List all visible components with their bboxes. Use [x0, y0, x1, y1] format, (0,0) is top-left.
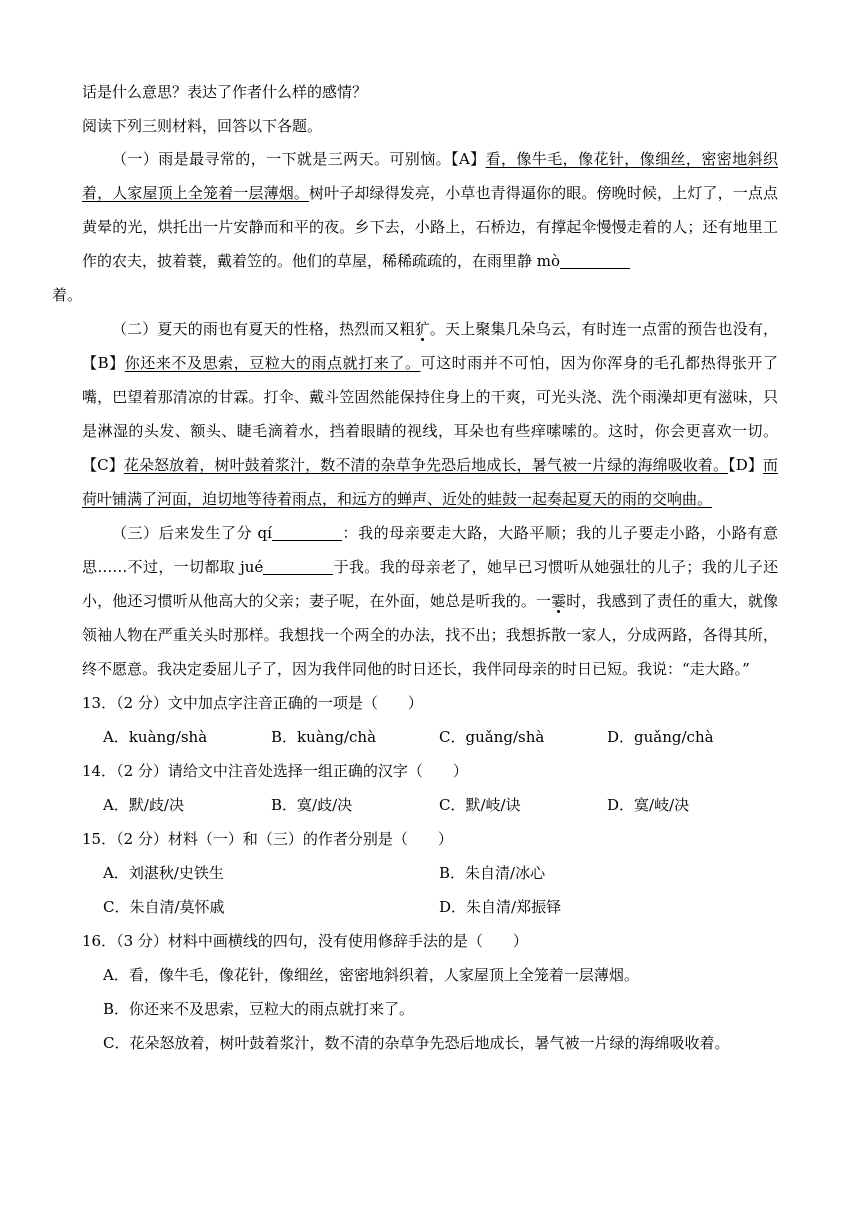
material-3-opening: （三）后来发生了分 qí — [112, 524, 272, 542]
option-b[interactable]: B．你还来不及思索，豆粒大的雨点就打来了。 — [103, 1000, 415, 1018]
pinyin-blank-qi[interactable] — [272, 522, 342, 541]
material-2 — [82, 312, 778, 516]
sentence-d-underlined: 而荷叶铺满了河面，迫切地等待着雨点，和远方的蝉声、近处的蛙鼓一起奏起夏天的雨的交响曲。 — [82, 456, 778, 508]
option-b[interactable]: B．朱自清/冰心 — [439, 864, 546, 882]
option-c[interactable]: C．默/岐/诀 — [439, 796, 521, 814]
material-2-text-1: 。天上聚集几朵乌云，有时连一点雷的预告也没有，【B】 — [82, 320, 778, 372]
question-15: 15．（2 分）材料（一）和（三）的作者分别是（ ） — [82, 830, 453, 848]
option-d[interactable]: D．寞/岐/决 — [607, 796, 690, 814]
option-b[interactable]: B．寞/歧/决 — [271, 796, 353, 814]
option-c[interactable]: C．guǎng/shà — [439, 728, 545, 746]
reading-instruction: 阅读下列三则材料，回答以下各题。 — [82, 117, 323, 135]
question-13: 13．（2 分）文中加点字注音正确的一项是（ ） — [82, 694, 423, 712]
question-15-options-row-2 — [103, 890, 778, 924]
dotted-char-kuang: 犷 — [414, 320, 430, 338]
option-a[interactable]: A．看，像牛毛，像花针，像细丝，密密地斜织着，人家屋顶上全笼着一层薄烟。 — [103, 966, 639, 984]
option-c[interactable]: C．朱自清/莫怀戚 — [103, 898, 225, 916]
question-14: 14．（2 分）请给文中注音处选择一组正确的汉字（ ） — [82, 762, 468, 780]
option-a[interactable]: A．默/歧/决 — [103, 796, 184, 814]
intro-question-tail: 话是什么意思？表达了作者什么样的感情？ — [82, 83, 368, 101]
dotted-char-sha: 霎 — [551, 592, 567, 610]
option-a[interactable]: A．刘湛秋/史铁生 — [103, 864, 224, 882]
sentence-c-underlined: 花朵怒放着，树叶鼓着浆汁，数不清的杂草争先恐后地成长，暑气被一片绿的海绵吸收着。 — [123, 456, 729, 474]
material-2-text-2: 可这时雨并不可怕，因为你浑身的毛孔都热得张开了嘴，巴望着那清凉的甘霖。打伞、戴斗笠固然能保持住身上的干爽，可光头浇、洗个雨澡却更有滋味，只是淋湿的头发、额头、睫毛滴着水，挡着眼睛的视线，耳朵也有些痒嗦嗦的。这时，你会更喜欢一切。【C】 — [82, 354, 778, 474]
option-a[interactable]: A．kuàng/shà — [103, 728, 208, 746]
pinyin-blank-jue[interactable] — [263, 556, 333, 575]
option-d[interactable]: D．朱自清/郑振铎 — [439, 898, 562, 916]
material-2-opening: （二）夏天的雨也有夏天的性格，热烈而又粗 — [112, 320, 415, 338]
material-3-text-1: ：我的母亲要走大路，大路平顺；我的儿子要走小路，小路有意思……不过，一切都取 jué — [82, 524, 778, 576]
material-1-opening: （一）雨是最寻常的，一下就是三两天。可别恼。【A】 — [112, 150, 486, 168]
option-b[interactable]: B．kuàng/chà — [271, 728, 377, 746]
sentence-a-underlined: 看，像牛毛，像花针，像细丝，密密地斜织着，人家屋顶上全笼着一层薄烟。 — [82, 150, 778, 202]
question-13-options — [103, 720, 778, 754]
pinyin-blank-mo[interactable] — [560, 250, 630, 269]
material-3-text-3: 时，我感到了责任的重大，就像领袖人物在严重关头时那样。我想找一个两全的办法，找不出；我想拆散一家人，分成两路，各得其所，终不愿意。我决定委屈儿子了，因为我伴同他的时日还长，我伴同母亲的时日已短。我说：“走大路。” — [82, 592, 778, 678]
question-14-options — [103, 788, 778, 822]
material-1-body: 树叶子却绿得发亮，小草也青得逼你的眼。傍晚时候，上灯了，一点点黄晕的光，烘托出一片安静而和平的夜。乡下去，小路上，石桥边，有撑起伞慢慢走着的人；还有地里工作的农夫，披着蓑，戴着笠的。他们的草屋，稀稀疏疏的，在雨里静 mò — [82, 184, 778, 270]
marker-d: 【D】 — [728, 456, 763, 474]
option-c[interactable]: C．花朵怒放着，树叶鼓着浆汁，数不清的杂草争先恐后地成长，暑气被一片绿的海绵吸收着。 — [103, 1034, 730, 1052]
question-15-options-row-1 — [103, 856, 778, 890]
material-3 — [82, 516, 778, 686]
material-1 — [52, 142, 778, 312]
sentence-b-underlined: 你还来不及思索，豆粒大的雨点就打来了。 — [124, 354, 421, 372]
material-1-end: 着。 — [52, 286, 83, 304]
option-d[interactable]: D．guǎng/chà — [607, 728, 714, 746]
question-16: 16．（3 分）材料中画横线的四句，没有使用修辞手法的是（ ） — [82, 932, 528, 950]
material-3-text-2: 于我。我的母亲老了，她早已习惯听从她强壮的儿子；我的儿子还小，他还习惯听从他高大的父亲；妻子呢，在外面，她总是听我的。一 — [82, 558, 778, 610]
